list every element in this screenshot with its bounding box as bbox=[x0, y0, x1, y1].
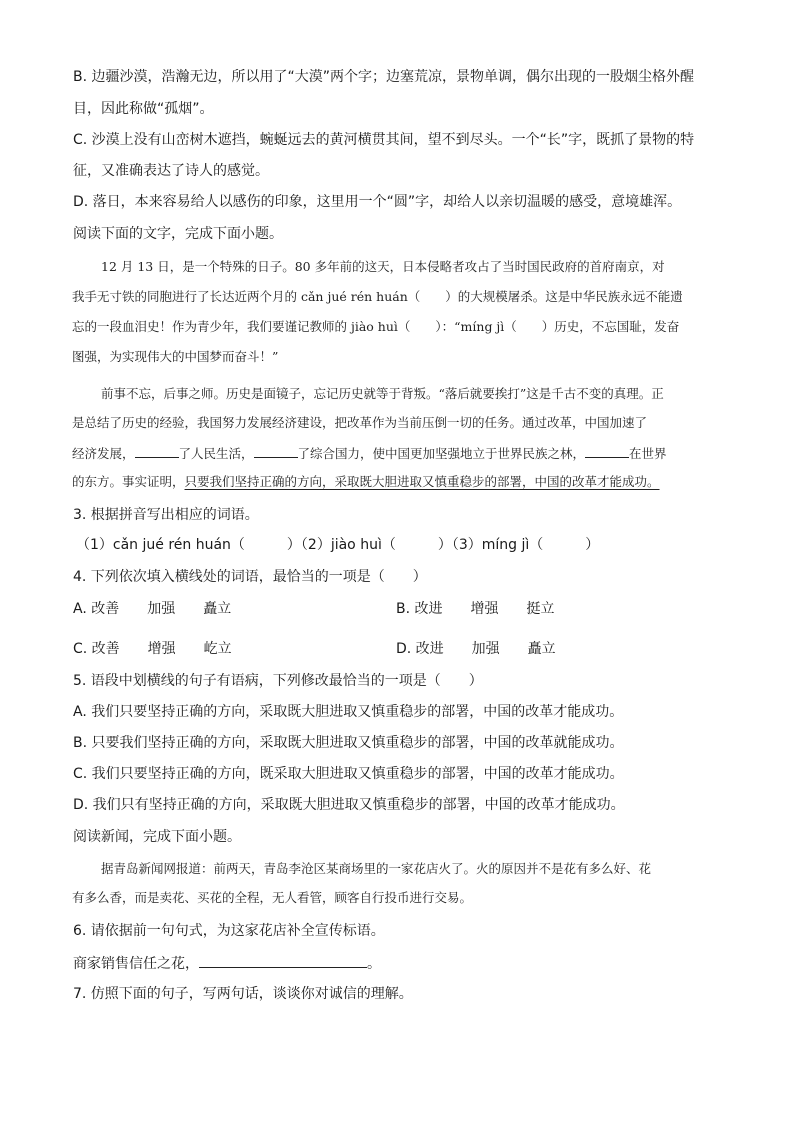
question-4-stem: 4. 下列依次填入横线处的词语，最恰当的一项是（ ） bbox=[73, 569, 427, 585]
question-6-blank bbox=[199, 953, 367, 968]
reading-instruction-1: 阅读下面的文字，完成下面小题。 bbox=[73, 226, 283, 242]
question-5-stem: 5. 语段中划横线的句子有语病，下列修改最恰当的一项是（ ） bbox=[73, 673, 483, 689]
question-6-answer-line bbox=[73, 953, 381, 973]
passage-line-7-part-d: 在世界 bbox=[629, 446, 667, 461]
question-5-option-c: C. 我们只要坚持正确的方向，既采取大胆进取又慎重稳步的部署，中国的改革才能成功。 bbox=[73, 766, 624, 782]
question-6-suffix: 。 bbox=[367, 956, 381, 972]
underlined-sentence: 只要我们坚持正确的方向，采取既大胆进取又慎重稳步的部署，中国的改革才能成功。 bbox=[184, 474, 660, 489]
question-4-option-d: D. 改进 加强 矗立 bbox=[396, 641, 556, 657]
question-4-option-a: A. 改善 加强 矗立 bbox=[73, 601, 232, 617]
blank-1 bbox=[135, 443, 179, 458]
passage-line-3: 忘的一段血泪史！作为青少年，我们要谨记教师的 jiào huì（ ）：“míng jì（ ）历史，不忘国耻，发奋 bbox=[72, 319, 680, 334]
passage-line-1: 12 月 13 日，是一个特殊的日子。80 多年前的这天，日本侵略者攻占了当时国民政府的首府南京，对 bbox=[101, 259, 665, 274]
passage-line-7 bbox=[72, 443, 667, 463]
passage-line-7-part-c: 了综合国力，使中国更加坚强地立于世界民族之林， bbox=[297, 446, 586, 461]
passage-line-7-part-b: 了人民生活， bbox=[178, 446, 254, 461]
question-7-stem: 7. 仿照下面的句子，写两句话，谈谈你对诚信的理解。 bbox=[73, 986, 413, 1002]
reading-instruction-2: 阅读新闻，完成下面小题。 bbox=[73, 829, 241, 845]
question-4-option-c: C. 改善 增强 屹立 bbox=[73, 641, 232, 657]
option-d-line1: D. 落日，本来容易给人以感伤的印象，这里用一个“圆”字，却给人以亲切温暖的感受，意境雄浑。 bbox=[73, 194, 682, 210]
blank-3 bbox=[585, 443, 629, 458]
question-6-stem: 6. 请依据前一句句式，为这家花店补全宣传标语。 bbox=[73, 923, 385, 939]
question-6-prefix: 商家销售信任之花， bbox=[73, 956, 199, 972]
question-5-option-b: B. 只要我们坚持正确的方向，采取既大胆进取又慎重稳步的部署，中国的改革就能成功。 bbox=[73, 735, 624, 751]
option-b-line1: B. 边疆沙漠，浩瀚无边，所以用了“大漠”两个字；边塞荒凉，景物单调，偶尔出现的一股烟尘格外醒 bbox=[73, 69, 695, 85]
option-b-line2: 目，因此称做“孤烟”。 bbox=[73, 101, 214, 117]
question-5-option-a: A. 我们只要坚持正确的方向，采取既大胆进取又慎重稳步的部署，中国的改革才能成功。 bbox=[73, 704, 624, 720]
news-line-1: 据青岛新闻网报道：前两天，青岛李沧区某商场里的一家花店火了。火的原因并不是花有多么好、花 bbox=[101, 861, 652, 876]
passage-line-4: 图强，为实现伟大的中国梦而奋斗！” bbox=[72, 349, 279, 364]
option-c-line1: C. 沙漠上没有山峦树木遮挡，蜿蜒远去的黄河横贯其间，望不到尽头。一个“长”字，既抓了景物的特 bbox=[73, 132, 695, 148]
news-line-2: 有多么香，而是卖花、买花的全程，无人看管，顾客自行投币进行交易。 bbox=[72, 890, 473, 905]
question-3-stem: 3. 根据拼音写出相应的词语。 bbox=[73, 507, 259, 523]
blank-2 bbox=[254, 443, 298, 458]
passage-line-6: 是总结了历史的经验，我国努力发展经济建设，把改革作为当前压倒一切的任务。通过改革，中国加速了 bbox=[72, 415, 648, 430]
passage-line-8 bbox=[72, 473, 660, 491]
question-5-option-d: D. 我们只有坚持正确的方向，采取既大胆进取又慎重稳步的部署，中国的改革才能成功。 bbox=[73, 797, 625, 813]
passage-line-2: 我手无寸铁的同胞进行了长达近两个月的 cǎn jué rén huán（ ）的大规模屠杀。这是中华民族永远不能遗 bbox=[72, 289, 683, 304]
passage-line-8-part-a: 的东方。事实证明， bbox=[72, 474, 185, 489]
question-4-option-b: B. 改进 增强 挺立 bbox=[396, 601, 555, 617]
passage-line-5: 前事不忘，后事之师。历史是面镜子，忘记历史就等于背叛。“落后就要挨打”这是千古不变的真理。正 bbox=[101, 386, 664, 401]
option-c-line2: 征，又准确表达了诗人的感觉。 bbox=[73, 163, 269, 179]
passage-line-7-part-a: 经济发展， bbox=[72, 446, 135, 461]
question-3-items: （1）cǎn jué rén huán（ ）（2）jiào huì（ ）（3）míng jì（ ） bbox=[76, 537, 600, 553]
